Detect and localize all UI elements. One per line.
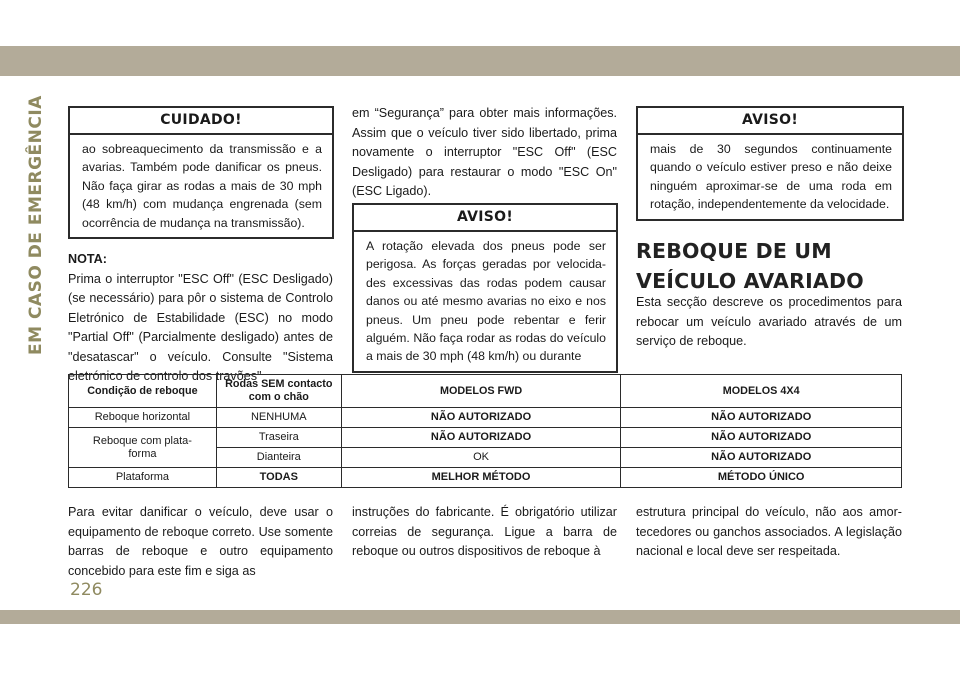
cell-wheels: TODAS [216,468,341,488]
cell-wheels: NENHUMA [216,408,341,428]
note-label: NOTA: [68,252,107,266]
bottom-decorative-band [0,610,960,624]
warning-box-2-text: mais de 30 segundos continuamente quando o veículo estiver preso e não deixe ninguém aproximar-se de uma roda em rotação, independentemente da velocidade. [650,142,892,212]
cell-fwd: OK [341,448,621,468]
header-4x4: MODELOS 4X4 [621,375,902,408]
table-row [69,408,902,428]
cell-4x4: NÃO AUTORIZADO [621,408,902,428]
bottom-text-col1: Para evitar danificar o veículo, deve usar o equipamento de reboque correto. Use somente barras de reboque e outro equipamento concebido para este fim e siga as [68,505,333,578]
page-number: 226 [70,580,103,600]
cell-4x4: NÃO AUTORIZADO [621,448,902,468]
towing-table [68,374,902,488]
cell-4x4: MÉTODO ÚNICO [621,468,902,488]
middle-text-block [352,104,617,202]
header-condition: Condição de reboque [69,375,217,408]
towing-table-header-row [69,375,902,408]
middle-text: em “Segurança” para obter mais informações. Assim que o veículo tiver sido libertado, prima novamente o interruptor "ESC Off" (ESC Desligado) para restaurar o modo "ESC On" (ESC Ligado). [352,106,617,198]
table-row [69,428,902,448]
cell-wheels: Traseira [216,428,341,448]
section-heading: REBOQUE DE UM VEÍCULO AVARIADO [636,239,864,293]
cell-wheels: Dianteira [216,448,341,468]
warning-box-1 [352,203,618,373]
table-row [69,468,902,488]
warning-box-2 [636,106,904,221]
note-block [68,250,333,387]
top-decorative-band [0,46,960,76]
section-intro: Esta secção descreve os procedimentos para rebocar um veículo avariado através de um serviço de reboque. [636,295,902,348]
chapter-side-title-text: EM CASO DE EMERGÊNCIA [26,95,46,355]
bottom-text-col3: estrutura principal do veículo, não aos amortecedores ou ganchos associados. A legislação nacional e local deve ser respeitada. [636,505,902,558]
header-wheels: Rodas SEM contacto com o chão [216,375,341,408]
header-fwd: MODELOS FWD [341,375,621,408]
cell-condition: Reboque horizontal [69,408,217,428]
warning-box-2-title: AVISO! [638,108,902,135]
cell-condition: Plataforma [69,468,217,488]
caution-box-text: ao sobreaquecimento da transmissão e a avarias. Também pode danificar os pneus. Não faça girar as rodas a mais de 30 mph (48 km/h) com mudança engrenada (sem ocorrência de mudança na transmissão). [82,142,322,230]
cell-condition: Reboque com plataforma [69,428,217,468]
cell-fwd: NÃO AUTORIZADO [341,428,621,448]
cell-4x4: NÃO AUTORIZADO [621,428,902,448]
bottom-text-col2: instruções do fabricante. É obrigatório utilizar correias de segurança. Ligue a barra de reboque ou outros dispositivos de reboque à [352,505,617,558]
warning-box-1-text: A rotação elevada dos pneus pode ser perigosa. As forças geradas por velocidades excessivas das rodas podem causar danos ou até mesmo avarias no eixo e nos pneus. Um pneu pode rebentar e ferir alguém. Não faça rodar as rodas do veículo a mais de 30 mph (48 km/h) ou durante [366,239,606,364]
caution-box [68,106,334,239]
caution-box-title: CUIDADO! [70,108,332,135]
section-intro-block [636,293,902,352]
cell-fwd: MELHOR MÉTODO [341,468,621,488]
note-text: Prima o interruptor "ESC Off" (ESC Desligado) (se necessário) para pôr o sistema de Controlo Eletrónico de Estabilidade (ESC) no modo "Partial Off" (Parcialmente desligado) antes de "desatascar" o veículo. Consulte "Sistema eletrónico de controlo dos travões" [68,271,333,383]
warning-box-1-title: AVISO! [354,205,616,232]
cell-fwd: NÃO AUTORIZADO [341,408,621,428]
